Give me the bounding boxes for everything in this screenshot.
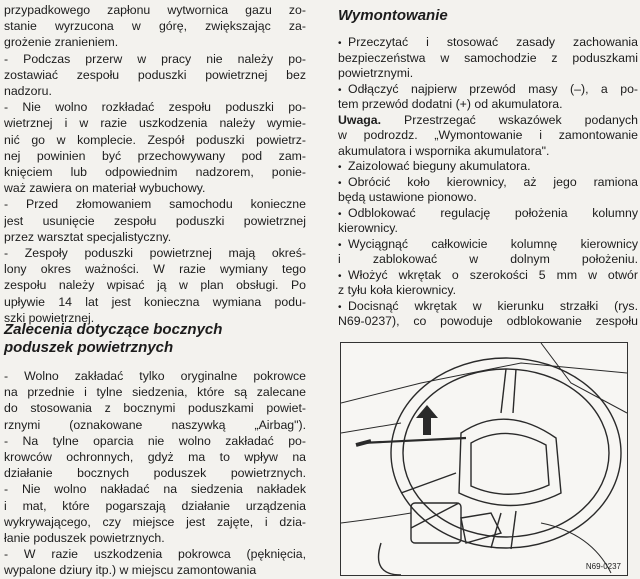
left-text-line: działanie bocznych poduszek powietrznych. xyxy=(4,466,306,481)
left-text-line: - Wolno zakładać tylko oryginalne pokrowce xyxy=(4,369,306,383)
left-text-line: - W razie uszkodzenia pokrowca (pęknięcia, xyxy=(4,547,306,562)
line-text: Odblokować regulację położenia kolumny xyxy=(348,205,638,220)
left-text-line: - Nie wolno rozkładać zespołu poduszki po- xyxy=(4,100,306,115)
left-text-line: przez warsztat specjalistyczny. xyxy=(4,229,172,244)
bullet-item-line xyxy=(338,206,638,221)
line-text: Odłączyć najpierw przewód masy (–), a po- xyxy=(348,81,638,96)
section-heading: Zalecenia dotyczące bocznych xyxy=(4,321,223,338)
line-text: Włożyć wkrętak o szerokości 5 mm w otwór xyxy=(348,267,638,282)
left-text-line: zespołu należy wpisać ją w plan obsługi. Po xyxy=(4,278,306,293)
left-text-line: wykrywającego, czy miejsce jest zajęte, i dzia- xyxy=(4,514,306,529)
figure-label: N69-0237 xyxy=(585,562,621,571)
left-text-line: nadzoru. xyxy=(4,84,52,98)
bullet-icon: • xyxy=(338,84,342,96)
left-text-line: grożenie zranieniem. xyxy=(4,35,119,50)
steering-wheel-illustration xyxy=(341,343,627,575)
line-text: będą ustawione pionowo. xyxy=(338,190,477,204)
left-text-line: rznymi (oznakowane naszywką „Airbag"). xyxy=(4,417,306,432)
line-text: Przestrzegać wskazówek podanych xyxy=(381,112,638,127)
left-text-line: wietrznej i w razie uszkodzenia należy wymie- xyxy=(4,116,306,131)
line-text: tem przewód dodatni (+) od akumulatora. xyxy=(338,97,563,111)
line-text: bezpieczeństwa w samochodzie z poduszkami xyxy=(338,50,638,65)
bullet-icon: • xyxy=(338,38,342,49)
line-text: z tyłu koła kierownicy. xyxy=(338,283,456,297)
left-text-line: upływie 14 lat jest konieczna wymiana podu- xyxy=(4,294,306,309)
left-text-line: zostawiać zespołu poduszki powietrznej bez xyxy=(4,67,306,82)
bullet-item-line xyxy=(338,237,638,252)
bullet-icon: • xyxy=(338,239,342,251)
left-text-line: wypalone dziury itp.) w miejscu zamontowania xyxy=(4,563,257,578)
text-line xyxy=(338,144,638,159)
left-text-line: nić go w komplecie. Zespół poduszki powietrz- xyxy=(4,132,306,147)
text-line xyxy=(338,314,638,329)
line-text: akumulatora i wspornika akumulatora". xyxy=(338,143,550,158)
left-text-line: - Nie wolno nakładać na siedzenia nakładek xyxy=(4,482,306,497)
left-text-line: do stosowania z bocznymi poduszkami powiet- xyxy=(4,401,306,416)
bullet-icon: • xyxy=(338,208,342,220)
left-text-line: przypadkowego zapłonu wytwornica gazu zo- xyxy=(4,3,306,17)
left-text-line: - Podczas przerw w pracy nie należy po- xyxy=(4,51,306,66)
text-line xyxy=(338,252,638,267)
text-line xyxy=(338,97,638,112)
left-text-line: szki powietrznej. xyxy=(4,310,95,325)
left-text-line: łanie poduszek powietrznych. xyxy=(4,531,165,545)
bullet-item-line xyxy=(338,35,638,50)
text-line xyxy=(338,113,638,128)
line-text: i zablokować w dolnym położeniu. xyxy=(338,252,638,266)
line-text: Wyciągnąć całkowicie kolumnę kierownicy xyxy=(348,236,638,251)
line-text: kierownicy. xyxy=(338,221,398,235)
left-text-line: - Zespoły poduszki powietrznej mają okreś- xyxy=(4,246,306,260)
left-text-line: - Przed złomowaniem samochodu konieczne xyxy=(4,197,306,212)
left-text-line: jest usunięcie zespołu poduszki powietrznej xyxy=(4,213,306,228)
bullet-item-line xyxy=(338,299,638,314)
line-text: N69-0237), co powoduje odblokowanie zespołu xyxy=(338,314,638,328)
left-text-line: stanie wyrzucona w górę, zwiększając za- xyxy=(4,19,306,34)
left-text-line: na przednie i tylne siedzenia, które są zalecane xyxy=(4,385,306,400)
bullet-item-line xyxy=(338,82,638,97)
line-text: Docisnąć wkrętak w kierunku strzałki (rys. xyxy=(348,298,638,313)
bullet-item-line xyxy=(338,159,638,174)
left-text-line: - Na tylne oparcia nie wolno zakładać po- xyxy=(4,433,306,448)
text-line xyxy=(338,51,638,66)
bullet-item-line xyxy=(338,268,638,283)
bullet-icon: • xyxy=(338,177,342,189)
text-line xyxy=(338,66,638,81)
line-text: powietrznymi. xyxy=(338,66,414,80)
left-text-line: knięciem lub odpowiednim nadzorem, ponie- xyxy=(4,165,306,179)
line-text: w podrozdz. „Wymontowanie i zamontowanie xyxy=(338,128,638,142)
bullet-icon: • xyxy=(338,162,342,173)
note-label: Uwaga. xyxy=(338,112,382,127)
text-line xyxy=(338,221,638,236)
section-heading: poduszek powietrznych xyxy=(4,339,174,356)
line-text: Obrócić koło kierownicy, aż jego ramiona xyxy=(348,174,638,189)
left-text-line: i mat, które pogarszają działanie urządzenia xyxy=(4,498,306,513)
bullet-item-line xyxy=(338,175,638,190)
text-line xyxy=(338,128,638,143)
left-text-line: waż zawiera on materiał wybuchowy. xyxy=(4,181,206,196)
line-text: Zaizolować bieguny akumulatora. xyxy=(348,159,531,173)
text-line xyxy=(338,190,638,205)
bullet-icon: • xyxy=(338,301,342,313)
left-text-line: lony okres ważności. W razie wymiany tego xyxy=(4,262,306,277)
steering-wheel-figure xyxy=(340,342,628,576)
line-text: Przeczytać i stosować zasady zachowania xyxy=(348,35,638,49)
left-text-line: nej powinien być przechowywany pod zam- xyxy=(4,148,306,163)
text-line xyxy=(338,283,638,298)
bullet-icon: • xyxy=(338,270,342,282)
section-heading: Wymontowanie xyxy=(338,7,448,24)
left-text-line: krowców ochronnych, gdyż ma to wpływ na xyxy=(4,450,306,464)
